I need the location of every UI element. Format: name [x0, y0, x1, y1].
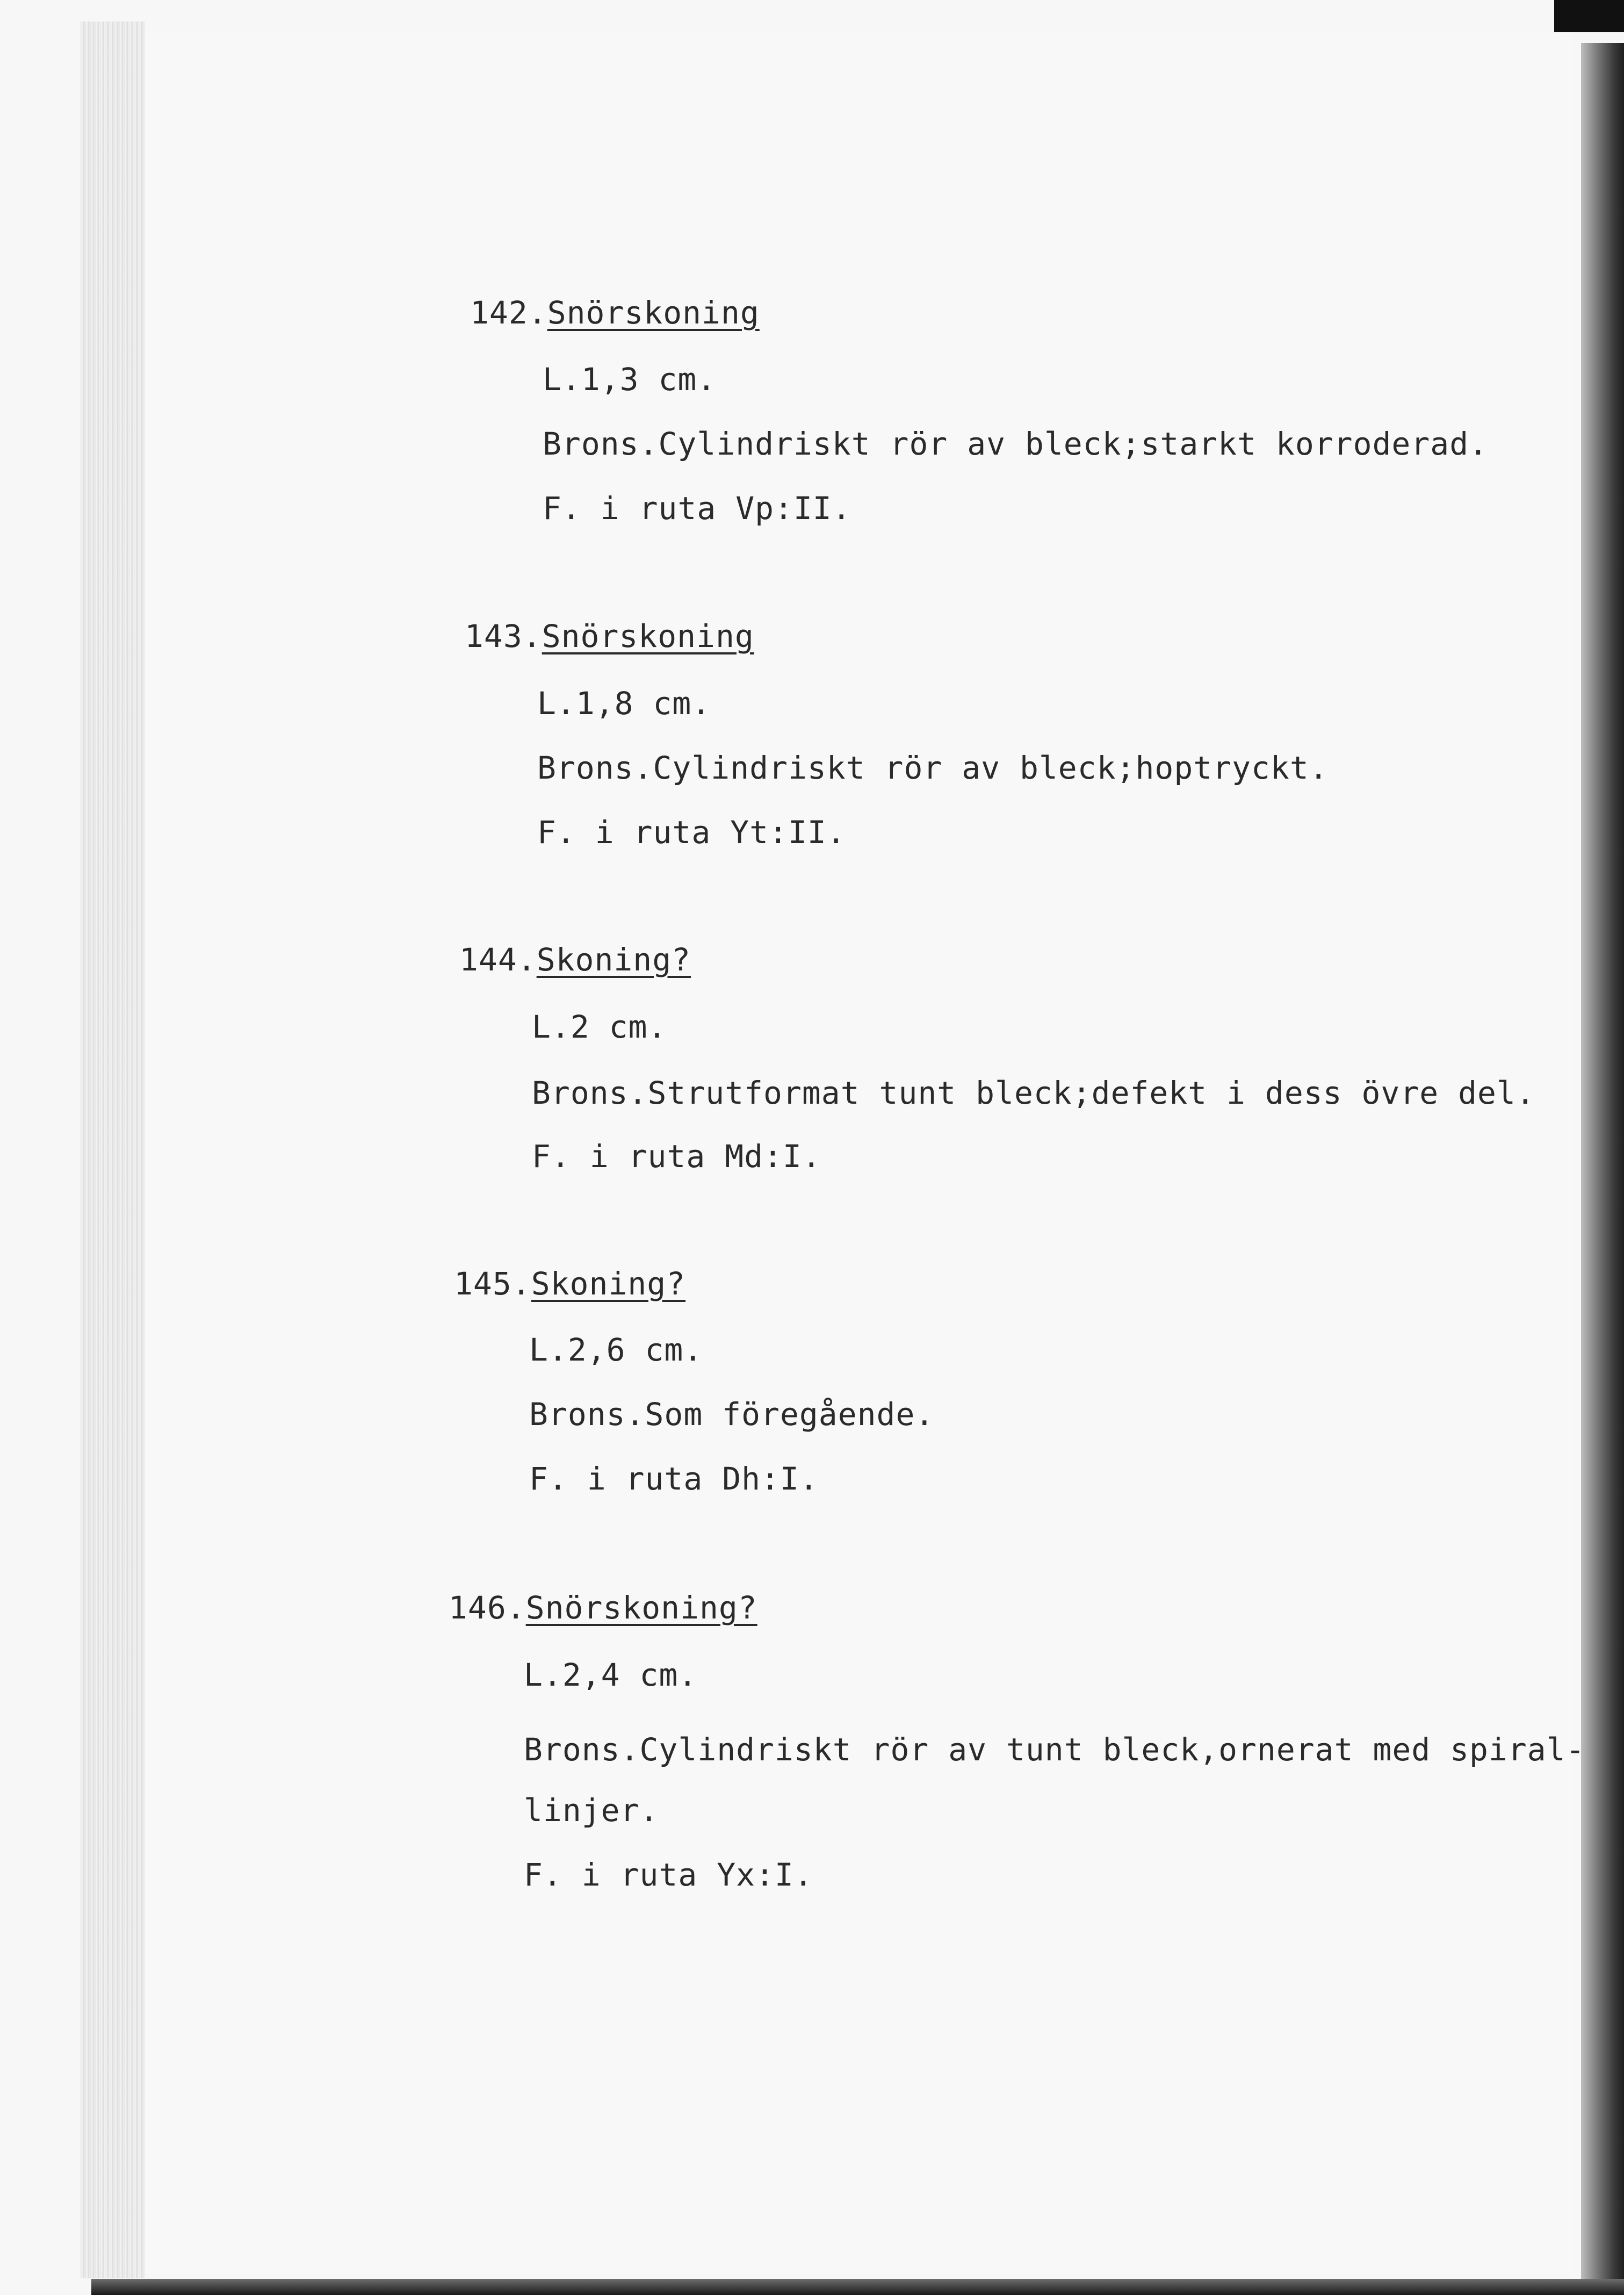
- entry-144-heading: [459, 941, 691, 978]
- entry-144-find: F. i ruta Md:I.: [532, 1138, 821, 1175]
- binding-corner: [1554, 0, 1624, 32]
- entry-title: Skoning?: [531, 1265, 686, 1302]
- entry-145-find: F. i ruta Dh:I.: [529, 1461, 819, 1497]
- entry-142-find: F. i ruta Vp:II.: [543, 490, 851, 527]
- entry-145-heading: [454, 1265, 685, 1302]
- binding-edge: [1581, 43, 1624, 2295]
- entry-number: 144.: [459, 941, 537, 978]
- entry-number: 146.: [449, 1589, 526, 1626]
- entry-143-length: L.1,8 cm.: [537, 685, 711, 722]
- entry-142-length: L.1,3 cm.: [543, 361, 717, 398]
- document-sheet: [145, 32, 1574, 2273]
- entry-146-description-continued: linjer.: [524, 1792, 659, 1829]
- entry-146-heading: [449, 1589, 757, 1626]
- entry-title: Snörskoning: [542, 618, 754, 654]
- entry-title: Snörskoning: [547, 294, 760, 331]
- bottom-edge: [91, 2279, 1624, 2295]
- entry-142-description: Brons.Cylindriskt rör av bleck;starkt korroderad.: [543, 426, 1489, 462]
- entry-142-heading: [470, 294, 760, 331]
- entry-number: 145.: [454, 1265, 531, 1302]
- entry-144-description: Brons.Strutformat tunt bleck;defekt i dess övre del.: [532, 1075, 1535, 1111]
- entry-146-find: F. i ruta Yx:I.: [524, 1857, 813, 1893]
- entry-145-length: L.2,6 cm.: [529, 1332, 703, 1368]
- entry-title: Skoning?: [536, 941, 691, 978]
- entry-143-description: Brons.Cylindriskt rör av bleck;hoptryckt.: [537, 750, 1329, 786]
- page-edge-stack: [81, 21, 145, 2278]
- entry-143-heading: [465, 618, 754, 654]
- entry-146-length: L.2,4 cm.: [524, 1657, 698, 1693]
- entry-144-length: L.2 cm.: [532, 1009, 667, 1045]
- entry-number: 142.: [470, 294, 547, 331]
- entry-title: Snörskoning?: [525, 1589, 757, 1626]
- entry-145-description: Brons.Som föregående.: [529, 1396, 935, 1433]
- entry-146-description: Brons.Cylindriskt rör av tunt bleck,ornerat med spiral-: [524, 1731, 1585, 1768]
- entry-143-find: F. i ruta Yt:II.: [537, 814, 846, 851]
- entry-number: 143.: [465, 618, 542, 654]
